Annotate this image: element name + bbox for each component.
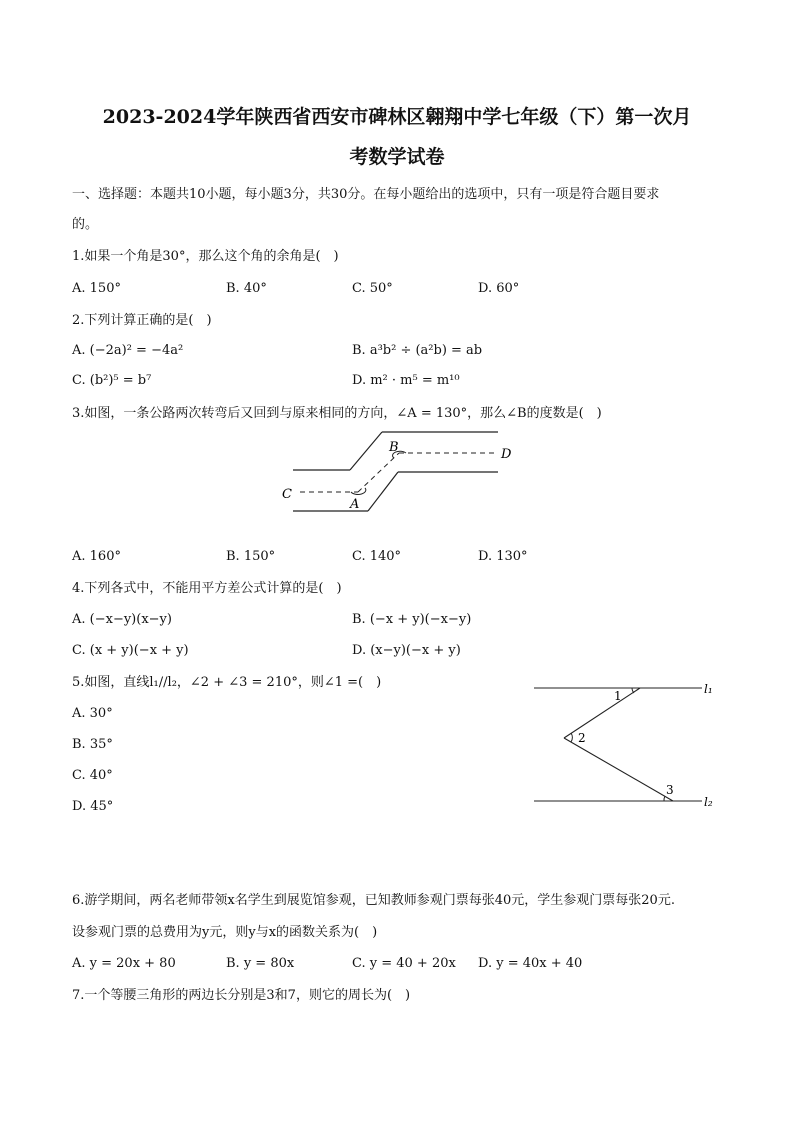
q1-option-d: D. 60°: [478, 281, 520, 296]
q4-option-a: A. (−x−y)(x−y): [72, 612, 172, 627]
q4-option-d: D. (x−y)(−x + y): [352, 643, 461, 658]
q5-parallel-lines-figure: [528, 676, 724, 816]
label-a: A: [350, 497, 360, 512]
transversal-lower: [564, 738, 673, 801]
q3-option-a: A. 160°: [72, 549, 121, 564]
q3-option-b: B. 150°: [226, 549, 276, 564]
q2-stem: 2.下列计算正确的是( ): [72, 313, 212, 328]
label-angle-1: 1: [614, 689, 622, 703]
q6-stem-line1: 6.游学期间，两名老师带领x名学生到展览馆参观，已知教师参观门票每张40元，学生参观门票每张20元.: [72, 893, 675, 908]
section-heading-cont: 的。: [72, 217, 99, 232]
q5-option-d: D. 45°: [72, 799, 114, 814]
q1-stem: 1.如果一个角是30°，那么这个角的余角是( ): [72, 249, 339, 264]
angle-2-arc: [571, 733, 572, 742]
q5-stem: 5.如图，直线l₁//l₂，∠2 + ∠3 = 210°，则∠1 =( ): [72, 675, 382, 690]
angle-1-arc: [632, 688, 634, 693]
label-angle-2: 2: [578, 731, 586, 745]
q3-stem: 3.如图，一条公路两次转弯后又回到与原来相同的方向，∠A = 130°，那么∠B的度数是( ): [72, 406, 602, 421]
q5-option-b: B. 35°: [72, 737, 113, 752]
q2-option-b: B. a³b² ÷ (a²b) = ab: [352, 343, 483, 358]
section-heading: 一、选择题：本题共10小题，每小题3分，共30分。在每小题给出的选项中，只有一项是符合题目要求: [72, 187, 660, 202]
q3-road-figure: [278, 428, 518, 518]
q1-option-c: C. 50°: [352, 281, 393, 296]
label-c: C: [282, 487, 292, 502]
q3-option-c: C. 140°: [352, 549, 402, 564]
angle-3-arc: [664, 796, 665, 801]
q4-option-b: B. (−x + y)(−x−y): [352, 612, 472, 627]
q6-option-a: A. y = 20x + 80: [72, 956, 176, 971]
exam-title-line2: 考数学试卷: [349, 146, 445, 168]
q7-stem: 7.一个等腰三角形的两边长分别是3和7，则它的周长为( ): [72, 988, 411, 1003]
q5-option-c: C. 40°: [72, 768, 113, 783]
q5-option-a: A. 30°: [72, 706, 113, 721]
q1-option-a: A. 150°: [72, 281, 121, 296]
q6-option-b: B. y = 80x: [226, 956, 295, 971]
q4-option-c: C. (x + y)(−x + y): [72, 643, 189, 658]
label-l2: l₂: [704, 795, 713, 809]
q2-option-d: D. m² · m⁵ = m¹⁰: [352, 373, 460, 388]
exam-title-line1: 2023-2024学年陕西省西安市碑林区翱翔中学七年级（下）第一次月: [102, 106, 692, 128]
q1-option-b: B. 40°: [226, 281, 267, 296]
label-angle-3: 3: [666, 783, 674, 797]
q3-option-d: D. 130°: [478, 549, 528, 564]
label-d: D: [501, 447, 512, 462]
q6-option-c: C. y = 40 + 20x: [352, 956, 456, 971]
dashed-ab: [358, 453, 399, 492]
label-l1: l₁: [704, 682, 713, 696]
q2-option-a: A. (−2a)² = −4a²: [72, 343, 184, 358]
transversal-upper: [564, 688, 640, 738]
q6-option-d: D. y = 40x + 40: [478, 956, 583, 971]
label-b: B: [389, 440, 399, 455]
q2-option-c: C. (b²)⁵ = b⁷: [72, 373, 152, 388]
q6-stem-line2: 设参观门票的总费用为y元，则y与x的函数关系为( ): [72, 925, 378, 940]
road-upper-diag: [350, 432, 382, 470]
q4-stem: 4.下列各式中，不能用平方差公式计算的是( ): [72, 581, 342, 596]
